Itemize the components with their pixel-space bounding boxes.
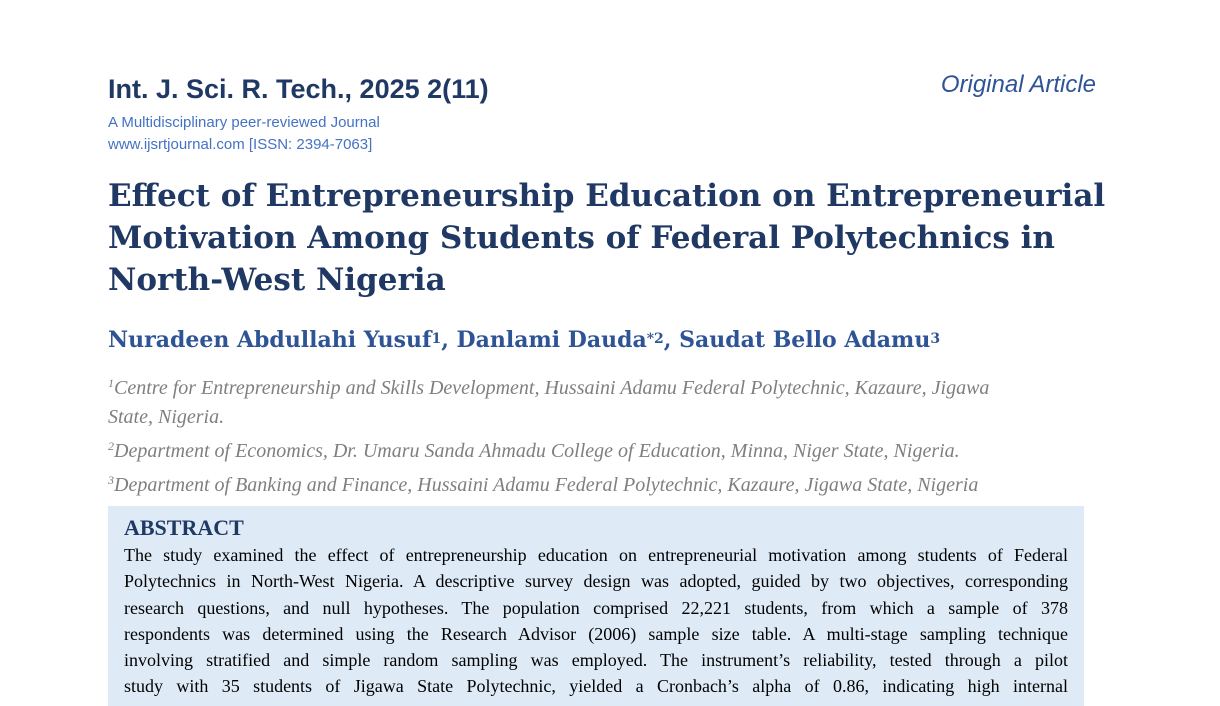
affiliation-item xyxy=(108,432,1093,466)
author-name: Saudat Bello Adamu xyxy=(679,327,931,353)
author-separator: , xyxy=(441,327,457,353)
paper-title-line: North-West Nigeria xyxy=(108,262,446,298)
abstract-body xyxy=(124,542,1068,700)
affiliation-text: Centre for Entrepreneurship and Skills Development, Hussaini Adamu Federal Polytechnic, Kazaure, Jigawa xyxy=(114,377,990,399)
article-type-label: Original Article xyxy=(940,71,1096,98)
abstract-line: Polytechnics in North-West Nigeria. A descriptive survey design was adopted, guided by two objectives, corresponding xyxy=(124,571,1068,592)
author-affiliation-mark: 3 xyxy=(930,331,941,347)
affiliation-list xyxy=(108,369,1093,500)
paper-title-line: Effect of Entrepreneurship Education on Entrepreneurial xyxy=(108,178,1106,214)
author-name: Nuradeen Abdullahi Yusuf xyxy=(108,327,432,353)
abstract-heading: ABSTRACT xyxy=(124,515,244,540)
author-separator: , xyxy=(663,327,680,353)
author-affiliation-mark: 1 xyxy=(431,331,442,347)
author-affiliation-mark: *2 xyxy=(646,331,664,347)
affiliation-text: Department of Economics, Dr. Umaru Sanda Ahmadu College of Education, Minna, Niger State, Nigeria. xyxy=(114,440,960,462)
journal-subtitle: A Multidisciplinary peer-reviewed Journal xyxy=(108,114,380,131)
abstract-line: study with 35 students of Jigawa State Polytechnic, yielded a Cronbach’s alpha of 0.86, indicating high internal xyxy=(124,676,1068,697)
affiliation-item xyxy=(108,466,1093,500)
affiliation-number: 2 xyxy=(108,439,114,453)
affiliation-item-continued xyxy=(108,403,1093,432)
paper-title-line: Motivation Among Students of Federal Polytechnics in xyxy=(108,220,1055,256)
affiliation-text: Department of Banking and Finance, Hussaini Adamu Federal Polytechnic, Kazaure, Jigawa State, Nigeria xyxy=(114,474,979,496)
journal-website-issn[interactable]: www.ijsrtjournal.com [ISSN: 2394-7063] xyxy=(108,136,373,153)
affiliation-number: 1 xyxy=(108,376,114,390)
author-name: Danlami Dauda xyxy=(456,327,647,353)
abstract-section xyxy=(108,506,1084,706)
affiliation-item xyxy=(108,369,1093,403)
author-list xyxy=(108,327,940,353)
abstract-line: involving stratified and simple random sampling was employed. The instrument’s reliability, tested through a pilot xyxy=(124,650,1068,671)
abstract-line: The study examined the effect of entrepreneurship education on entrepreneurial motivation among students of Federal xyxy=(124,545,1068,565)
abstract-line: respondents was determined using the Research Advisor (2006) sample size table. A multi-stage sampling technique xyxy=(124,623,1068,644)
paper-title xyxy=(108,175,1106,301)
affiliation-number: 3 xyxy=(108,473,114,487)
journal-title: Int. J. Sci. R. Tech., 2025 2(11) xyxy=(108,74,489,104)
abstract-line: research questions, and null hypotheses. The population comprised 22,221 students, from which a sample of 378 xyxy=(124,597,1068,618)
affiliation-text: State, Nigeria. xyxy=(108,406,225,428)
